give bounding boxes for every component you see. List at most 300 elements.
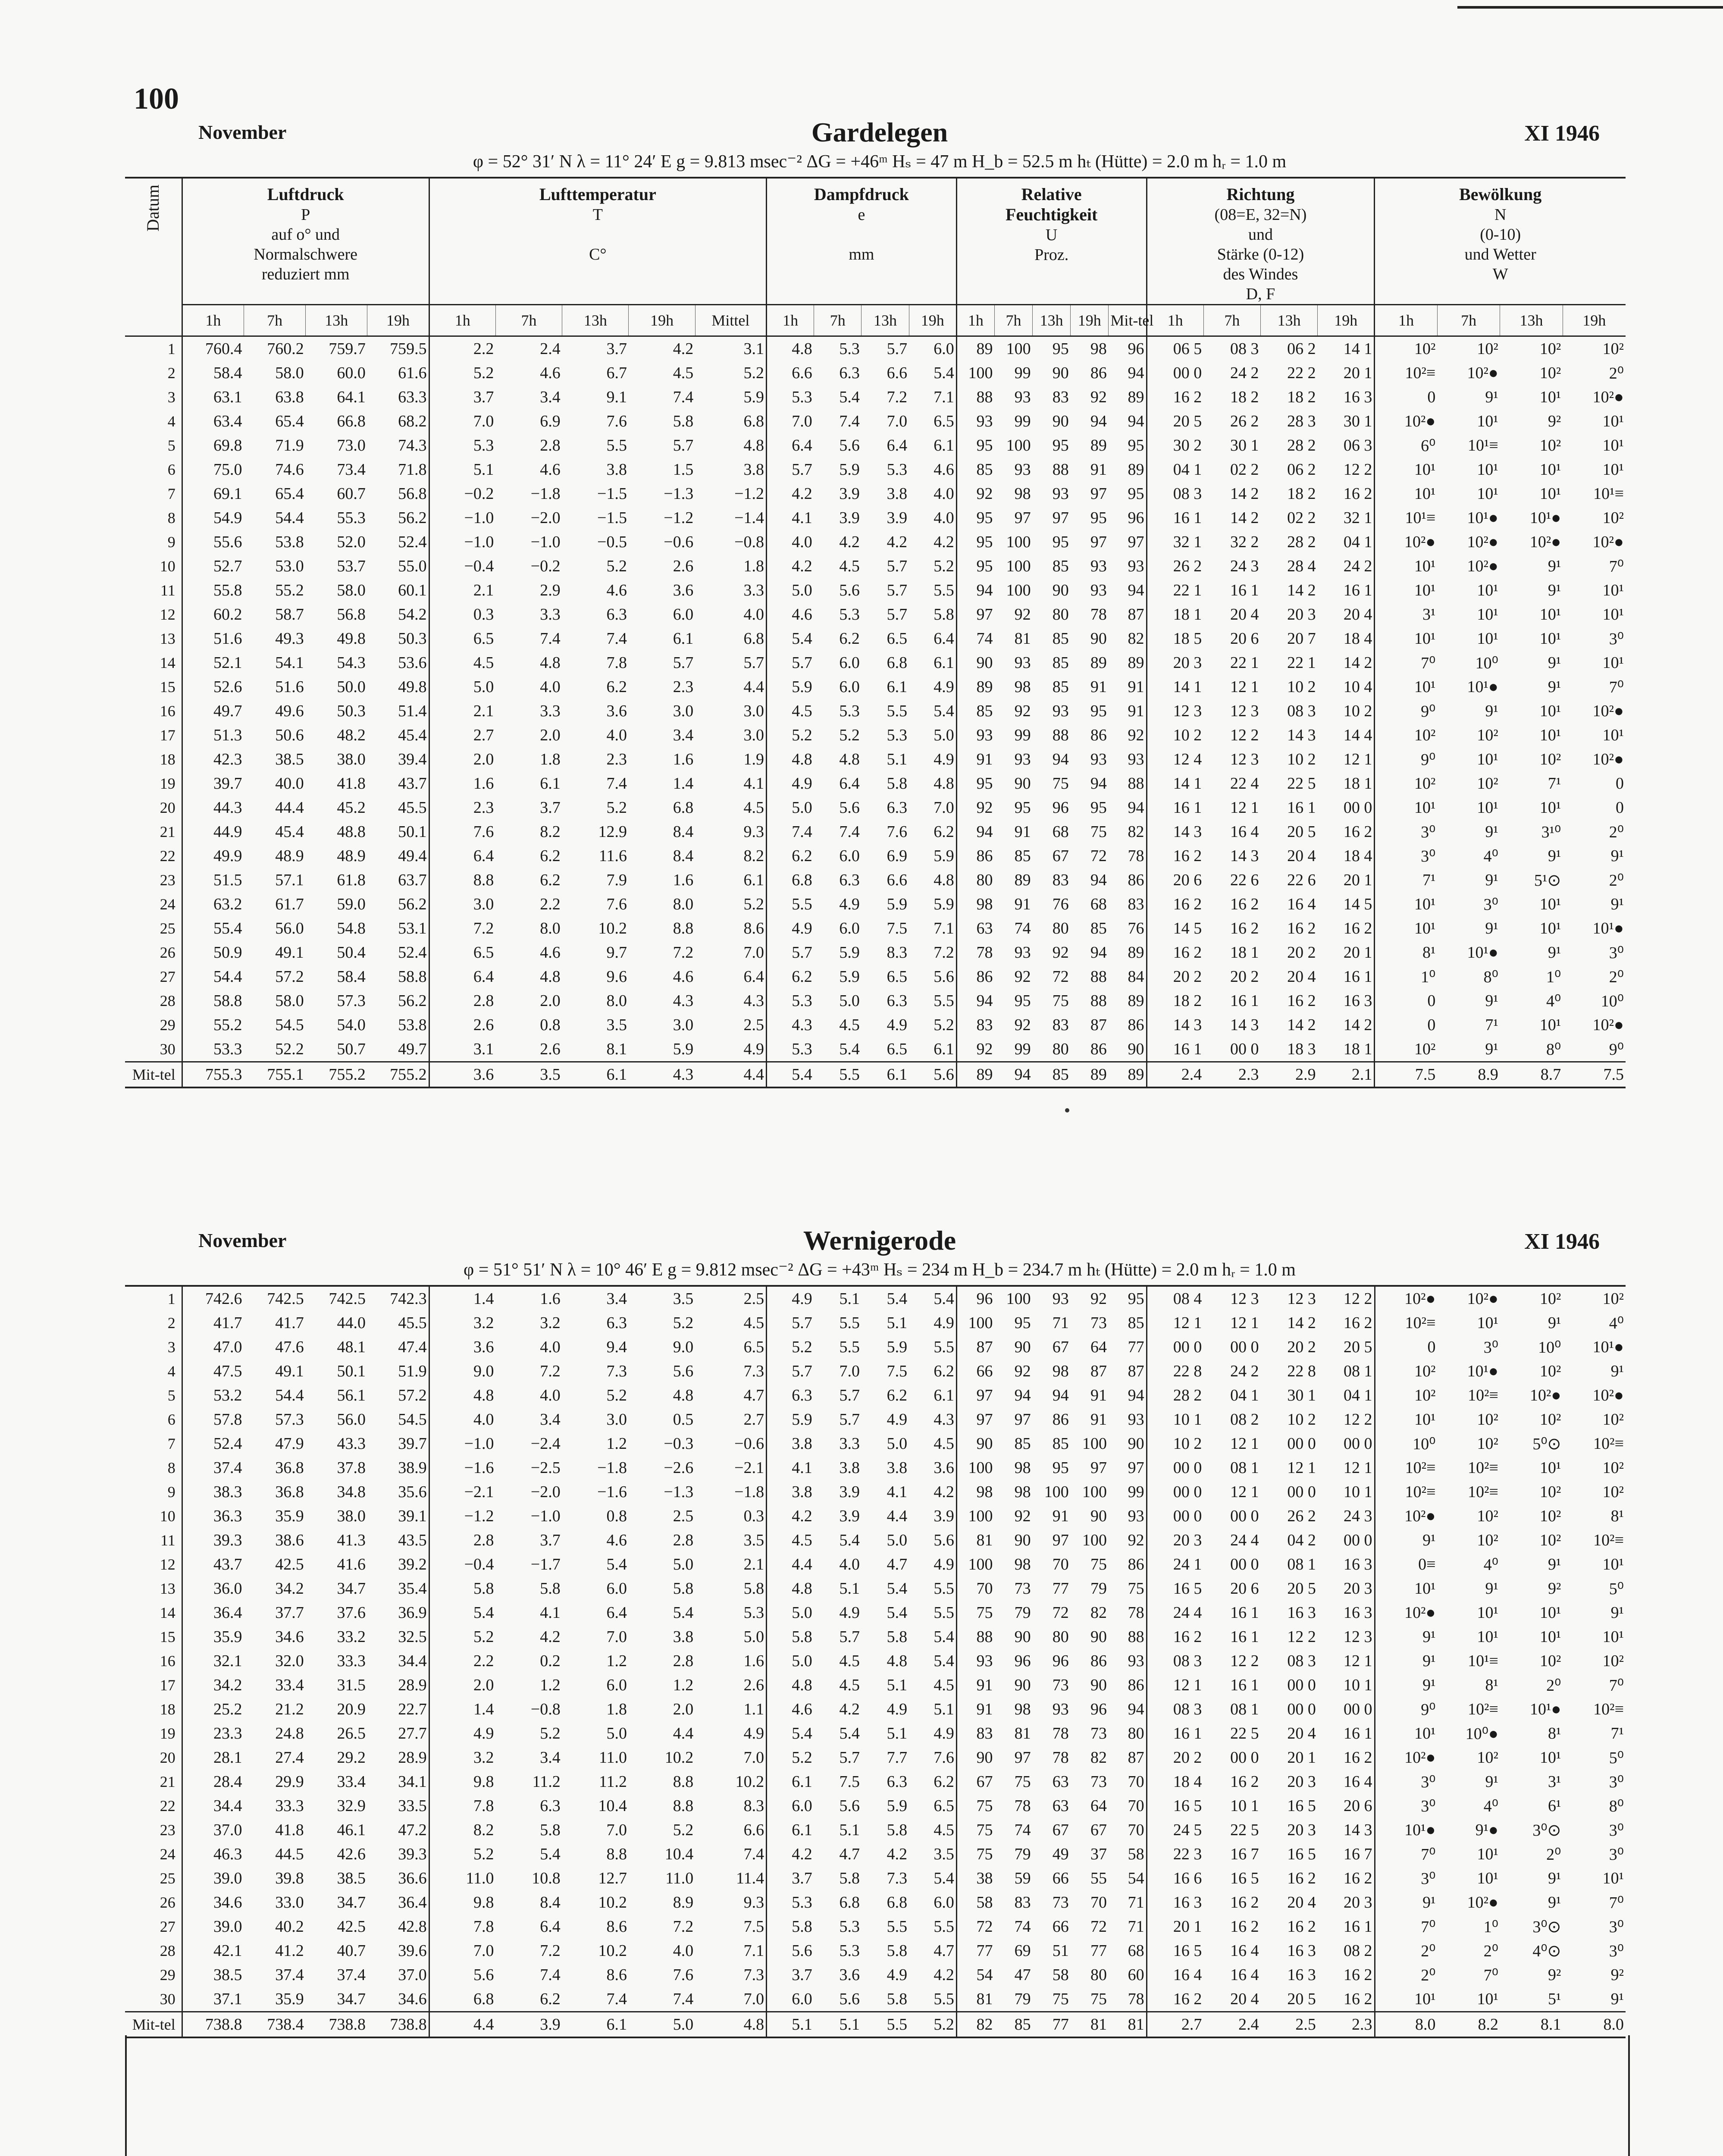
value-cell: 67 xyxy=(1052,1821,1069,1839)
value-cell: 9¹ xyxy=(1548,847,1561,865)
value-cell: 18 1 xyxy=(1343,774,1372,793)
value-cell: 6.1 xyxy=(540,774,561,793)
value-cell: 10 1 xyxy=(1344,1483,1372,1501)
value-cell: 95 xyxy=(1090,509,1107,527)
value-cell: 9² xyxy=(1548,412,1561,430)
value-cell: 10² xyxy=(1540,1483,1561,1501)
value-cell: 95 xyxy=(1014,1314,1031,1332)
value-cell: 1⁰ xyxy=(1546,968,1561,986)
value-cell: 20 1 xyxy=(1147,1915,1203,1939)
value-cell: 7.9 xyxy=(606,871,627,889)
value-cell: 49.8 xyxy=(337,630,366,648)
value-cell: 16 2 xyxy=(1147,385,1203,409)
table-row xyxy=(125,796,1626,820)
value-cell: 68 xyxy=(1128,1942,1144,1960)
value-cell: 81 xyxy=(1014,630,1031,648)
day-cell: 29 xyxy=(160,1966,175,1984)
mean-cell: 81 xyxy=(1109,2012,1147,2038)
value-cell: 56.0 xyxy=(275,919,304,937)
value-cell: 22 1 xyxy=(1287,654,1316,672)
value-cell: −2.0 xyxy=(530,1483,561,1501)
value-cell: 8¹ xyxy=(1610,1507,1624,1525)
value-cell: 34.8 xyxy=(337,1483,366,1501)
period-code: XI 1946 xyxy=(1524,121,1600,146)
value-cell: 94 xyxy=(1014,1386,1031,1404)
value-cell: 10¹ xyxy=(1375,916,1437,940)
value-cell: 78 xyxy=(1128,847,1144,865)
value-cell: 81 xyxy=(956,1528,994,1552)
value-cell: 0.3 xyxy=(429,602,495,627)
value-cell: 4.9 xyxy=(767,916,814,940)
value-cell: 7.6 xyxy=(673,1966,694,1984)
value-cell: 16 2 xyxy=(1230,919,1259,937)
value-cell: 6.2 xyxy=(934,1362,954,1380)
table-row xyxy=(125,1504,1626,1528)
mean-cell: 7.5 xyxy=(1375,1062,1437,1088)
value-cell: 86 xyxy=(1128,1016,1144,1034)
value-cell: 4⁰ xyxy=(1483,1797,1498,1815)
value-cell: 44.4 xyxy=(275,799,304,817)
value-cell: 5.0 xyxy=(606,1724,627,1742)
value-cell: 3¹ xyxy=(1548,1773,1561,1791)
value-cell: 16 2 xyxy=(1287,919,1316,937)
column-header: 7h xyxy=(994,305,1032,336)
value-cell: 56.1 xyxy=(337,1386,366,1404)
value-cell: 5.4 xyxy=(839,1040,860,1058)
value-cell: 28.9 xyxy=(398,1676,427,1694)
value-cell: 14 5 xyxy=(1343,895,1372,913)
value-cell: 6.1 xyxy=(934,1040,954,1058)
value-cell: 39.6 xyxy=(398,1942,427,1960)
value-cell: 100 xyxy=(956,1311,994,1335)
value-cell: 92 xyxy=(1014,968,1031,986)
value-cell: 55 xyxy=(1090,1869,1107,1887)
value-cell: 28 4 xyxy=(1287,557,1316,575)
column-header: 19h xyxy=(367,305,429,336)
value-cell: 5.4 xyxy=(934,1628,954,1646)
column-header: 1h xyxy=(767,305,814,336)
value-cell: 4.1 xyxy=(767,1456,814,1480)
value-cell: 7.2 xyxy=(540,1942,561,1960)
value-cell: 86 xyxy=(1090,1040,1107,1058)
value-cell: 2⁰ xyxy=(1375,1939,1437,1963)
value-cell: 57.3 xyxy=(275,1410,304,1429)
value-cell: 7.6 xyxy=(606,895,627,913)
value-cell: 10¹● xyxy=(1592,919,1624,937)
table-row xyxy=(125,1037,1626,1062)
value-cell: 5.8 xyxy=(743,1579,764,1598)
value-cell: 20 1 xyxy=(1343,943,1372,962)
value-cell: 5.6 xyxy=(429,1963,495,1987)
value-cell: 4.9 xyxy=(767,1286,814,1311)
value-cell: 75 xyxy=(956,1818,994,1842)
value-cell: 38.9 xyxy=(398,1459,427,1477)
value-cell: 51.5 xyxy=(182,868,244,892)
value-cell: 91 xyxy=(956,1697,994,1721)
value-cell: 5.0 xyxy=(934,726,954,744)
value-cell: 12 2 xyxy=(1230,1652,1259,1670)
value-cell: 5.5 xyxy=(934,1579,954,1598)
value-cell: 34.2 xyxy=(182,1673,244,1697)
value-cell: 34.6 xyxy=(398,1990,427,2008)
value-cell: 18 2 xyxy=(1230,388,1259,406)
value-cell: 22 6 xyxy=(1230,871,1259,889)
value-cell: 9¹ xyxy=(1485,1579,1498,1598)
value-cell: 21.2 xyxy=(275,1700,304,1718)
value-cell: 3.7 xyxy=(429,385,495,409)
value-cell: 2.0 xyxy=(540,992,561,1010)
value-cell: 1.2 xyxy=(606,1652,627,1670)
value-cell: 26 2 xyxy=(1230,412,1259,430)
value-cell: 10¹ xyxy=(1375,458,1437,482)
value-cell: 1.6 xyxy=(743,1652,764,1670)
value-cell: 0 xyxy=(1375,989,1437,1013)
value-cell: 78 xyxy=(1128,1990,1144,2008)
value-cell: 10²≡ xyxy=(1375,1311,1437,1335)
value-cell: 4.3 xyxy=(767,1013,814,1037)
value-cell: −1.5 xyxy=(597,485,627,503)
value-cell: 92 xyxy=(1014,1016,1031,1034)
value-cell: 5.9 xyxy=(934,895,954,913)
value-cell: 20 1 xyxy=(1343,364,1372,382)
value-cell: 68.2 xyxy=(398,412,427,430)
value-cell: 4.1 xyxy=(767,506,814,530)
value-cell: 9¹ xyxy=(1375,1528,1437,1552)
value-cell: 2.6 xyxy=(429,1013,495,1037)
value-cell: 32.5 xyxy=(398,1628,427,1646)
value-cell: 00 0 xyxy=(1230,1749,1259,1767)
value-cell: 1.6 xyxy=(429,771,495,796)
value-cell: 6.1 xyxy=(887,678,908,696)
value-cell: 52.2 xyxy=(275,1040,304,1058)
value-cell: 4.0 xyxy=(540,1386,561,1404)
value-cell: 63 xyxy=(1052,1797,1069,1815)
value-cell: 16 2 xyxy=(1147,1987,1203,2012)
value-cell: 00 0 xyxy=(1230,1338,1259,1356)
value-cell: 63.3 xyxy=(398,388,427,406)
value-cell: 8⁰ xyxy=(1546,1040,1561,1059)
value-cell: 10²≡ xyxy=(1593,1531,1624,1549)
value-cell: 71 xyxy=(1052,1314,1069,1332)
observation-table xyxy=(125,177,1626,1088)
value-cell: 22 6 xyxy=(1287,871,1316,889)
value-cell: 3.0 xyxy=(673,1016,694,1034)
value-cell: 80 xyxy=(1052,1628,1069,1646)
table-row xyxy=(125,385,1626,409)
value-cell: 12 1 xyxy=(1343,750,1372,768)
value-cell: 16 1 xyxy=(1230,1628,1259,1646)
value-cell: 14 2 xyxy=(1343,654,1372,672)
value-cell: 16 2 xyxy=(1230,895,1259,913)
value-cell: 32.0 xyxy=(275,1652,304,1670)
value-cell: 10¹ xyxy=(1375,675,1437,699)
value-cell: 4.9 xyxy=(934,750,954,768)
value-cell: 63.2 xyxy=(182,892,244,916)
value-cell: 43.7 xyxy=(398,774,427,793)
mean-cell: 89 xyxy=(1071,1062,1109,1088)
value-cell: 4.8 xyxy=(540,654,561,672)
value-cell: 10¹ xyxy=(1375,1721,1437,1745)
value-cell: 10¹ xyxy=(1375,892,1437,916)
value-cell: 42.1 xyxy=(182,1939,244,1963)
value-cell: 7.1 xyxy=(934,919,954,937)
value-cell: 9¹ xyxy=(1548,1893,1561,1912)
value-cell: 4.2 xyxy=(673,340,694,358)
value-cell: 93 xyxy=(1090,750,1107,768)
value-cell: 1.1 xyxy=(743,1700,764,1718)
value-cell: 742.6 xyxy=(182,1286,244,1311)
value-cell: 5.0 xyxy=(767,796,814,820)
day-cell: 6 xyxy=(167,1411,175,1428)
value-cell: 10¹ xyxy=(1477,1869,1498,1887)
value-cell: 20 3 xyxy=(1287,1821,1316,1839)
value-cell: 10² xyxy=(1477,1749,1498,1767)
value-cell: 90 xyxy=(1014,1628,1031,1646)
value-cell: 96 xyxy=(1052,1652,1069,1670)
value-cell: 72 xyxy=(1090,847,1107,865)
value-cell: 67 xyxy=(1052,1338,1069,1356)
value-cell: 10¹ xyxy=(1602,1555,1624,1573)
value-cell: 5.5 xyxy=(934,1604,954,1622)
value-cell: 4.0 xyxy=(934,509,954,527)
value-cell: 00 0 xyxy=(1230,1507,1259,1525)
day-cell: 14 xyxy=(160,654,175,671)
value-cell: 1.6 xyxy=(673,750,694,768)
value-cell: 10¹ xyxy=(1477,581,1498,599)
value-cell: 45.2 xyxy=(337,799,366,817)
value-cell: 10¹ xyxy=(1539,630,1561,648)
value-cell: 7.3 xyxy=(606,1362,627,1380)
value-cell: 78 xyxy=(1128,1604,1144,1622)
value-cell: 20 4 xyxy=(1287,1724,1316,1742)
value-cell: 4.2 xyxy=(767,554,814,578)
value-cell: 4.3 xyxy=(673,992,694,1010)
value-cell: 88 xyxy=(1128,774,1144,793)
value-cell: 9.3 xyxy=(743,823,764,841)
value-cell: 9¹ xyxy=(1485,1773,1498,1791)
value-cell: 10⁰ xyxy=(1538,1338,1561,1357)
value-cell: 4.2 xyxy=(839,533,860,551)
value-cell: 3.6 xyxy=(839,1966,860,1984)
value-cell: 18 1 xyxy=(1147,602,1203,627)
value-cell: 16 1 xyxy=(1147,1037,1203,1062)
value-cell: 77 xyxy=(1052,1579,1069,1598)
value-cell: 87 xyxy=(1090,1362,1107,1380)
value-cell: 89 xyxy=(1090,436,1107,454)
value-cell: 85 xyxy=(1014,1435,1031,1453)
value-cell: 47.0 xyxy=(182,1335,244,1359)
mean-cell: 82 xyxy=(956,2012,994,2038)
table-row xyxy=(125,1915,1626,1939)
value-cell: 2.1 xyxy=(743,1555,764,1573)
value-cell: 5.5 xyxy=(934,581,954,599)
value-cell: 10¹ xyxy=(1477,799,1498,817)
value-cell: 100 xyxy=(1082,1531,1107,1549)
value-cell: 92 xyxy=(1090,388,1107,406)
value-cell: 10²● xyxy=(1467,533,1498,551)
value-cell: 2.0 xyxy=(429,1673,495,1697)
value-cell: 2.0 xyxy=(429,747,495,771)
value-cell: 10¹● xyxy=(1467,678,1498,696)
value-cell: 37.7 xyxy=(275,1604,304,1622)
value-cell: 10² xyxy=(1602,1410,1624,1429)
value-cell: 89 xyxy=(1128,992,1144,1010)
value-cell: 8⁰ xyxy=(1483,968,1498,986)
value-cell: 22 5 xyxy=(1230,1821,1259,1839)
page-number: 100 xyxy=(134,82,179,116)
value-cell: 0.5 xyxy=(673,1410,694,1429)
value-cell: 90 xyxy=(1014,774,1031,793)
value-cell: 88 xyxy=(956,1625,994,1649)
value-cell: 23.3 xyxy=(182,1721,244,1745)
value-cell: 16 2 xyxy=(1147,1625,1203,1649)
value-cell: 85 xyxy=(1014,847,1031,865)
value-cell: 53.8 xyxy=(275,533,304,551)
value-cell: 85 xyxy=(1052,1435,1069,1453)
value-cell: 57.3 xyxy=(337,992,366,1010)
value-cell: 00 0 xyxy=(1147,1480,1203,1504)
value-cell: 5⁰ xyxy=(1609,1579,1624,1598)
right-margin-rule xyxy=(1628,2035,1630,2156)
value-cell: 57.2 xyxy=(398,1386,427,1404)
day-cell: 22 xyxy=(160,847,175,865)
value-cell: −2.5 xyxy=(530,1459,561,1477)
value-cell: 16 5 xyxy=(1230,1869,1259,1887)
day-cell: 21 xyxy=(160,1773,175,1790)
column-header: 19h xyxy=(1563,305,1626,336)
value-cell: 37.1 xyxy=(182,1987,244,2012)
value-cell: 16 2 xyxy=(1344,1869,1372,1887)
value-cell: 4.5 xyxy=(429,651,495,675)
value-cell: −1.7 xyxy=(530,1555,561,1573)
value-cell: 75 xyxy=(1090,1555,1107,1573)
value-cell: 6.0 xyxy=(839,919,860,937)
value-cell: 10²≡ xyxy=(1468,1483,1498,1501)
value-cell: 79 xyxy=(1090,1579,1107,1598)
value-cell: 96 xyxy=(1014,1652,1031,1670)
value-cell: 4.8 xyxy=(767,747,814,771)
value-cell: 95 xyxy=(1052,533,1069,551)
value-cell: 5.9 xyxy=(839,968,860,986)
value-cell: 9¹ xyxy=(1375,1625,1437,1649)
value-cell: 34.7 xyxy=(337,1893,366,1912)
value-cell: 7.4 xyxy=(540,630,561,648)
value-cell: 74 xyxy=(1014,1918,1031,1936)
value-cell: 2.5 xyxy=(743,1016,764,1034)
table-row xyxy=(125,916,1626,940)
value-cell: 10²≡ xyxy=(1468,1459,1498,1477)
value-cell: 20 3 xyxy=(1147,651,1203,675)
value-cell: 8.1 xyxy=(606,1040,627,1058)
value-cell: 7.8 xyxy=(429,1915,495,1939)
value-cell: 5.7 xyxy=(839,1410,860,1429)
value-cell: −1.0 xyxy=(429,1432,495,1456)
value-cell: 73.4 xyxy=(337,461,366,479)
value-cell: 39.4 xyxy=(398,750,427,768)
value-cell: 00 0 xyxy=(1287,1483,1316,1501)
value-cell: 3.7 xyxy=(540,1531,561,1549)
value-cell: 9¹ xyxy=(1375,1649,1437,1673)
value-cell: 5.3 xyxy=(767,1037,814,1062)
value-cell: 10¹● xyxy=(1467,943,1498,962)
value-cell: 40.2 xyxy=(275,1918,304,1936)
value-cell: 3.7 xyxy=(767,1866,814,1890)
value-cell: 46.1 xyxy=(337,1821,366,1839)
value-cell: 2.8 xyxy=(673,1652,694,1670)
value-cell: 39.0 xyxy=(182,1915,244,1939)
value-cell: 37.0 xyxy=(398,1966,427,1984)
day-cell: 6 xyxy=(167,461,175,478)
value-cell: 16 2 xyxy=(1344,1749,1372,1767)
value-cell: 5.7 xyxy=(839,1628,860,1646)
value-cell: 35.9 xyxy=(275,1507,304,1525)
value-cell: 5.4 xyxy=(934,364,954,382)
value-cell: 7¹ xyxy=(1610,1724,1624,1742)
day-cell: 25 xyxy=(160,1870,175,1887)
value-cell: 10¹ xyxy=(1477,630,1498,648)
value-cell: 5.6 xyxy=(839,1797,860,1815)
value-cell: 99 xyxy=(1014,364,1031,382)
value-cell: 5.8 xyxy=(839,1869,860,1887)
value-cell: 85 xyxy=(1090,919,1107,937)
day-cell: 2 xyxy=(167,364,175,382)
value-cell: 6.2 xyxy=(540,871,561,889)
value-cell: 04 1 xyxy=(1344,1386,1372,1404)
value-cell: 5.9 xyxy=(887,1338,908,1356)
value-cell: 10⁰ xyxy=(1601,992,1624,1010)
value-cell: 8.8 xyxy=(673,919,694,937)
value-cell: 7.1 xyxy=(934,388,954,406)
value-cell: 10¹ xyxy=(1477,1314,1498,1332)
value-cell: 3.0 xyxy=(429,892,495,916)
value-cell: 10¹≡ xyxy=(1468,1652,1498,1670)
value-cell: 4.0 xyxy=(540,678,561,696)
value-cell: 20 2 xyxy=(1287,1338,1316,1356)
value-cell: 9.6 xyxy=(606,968,627,986)
value-cell: 0 xyxy=(1375,1013,1437,1037)
value-cell: 97 xyxy=(1090,1459,1107,1477)
value-cell: 9² xyxy=(1610,1966,1624,1984)
value-cell: 70 xyxy=(1128,1797,1144,1815)
value-cell: 12 2 xyxy=(1230,726,1259,744)
value-cell: 99 xyxy=(1014,726,1031,744)
value-cell: 5.5 xyxy=(767,892,814,916)
value-cell: 43.3 xyxy=(337,1435,366,1453)
station-parameters: φ = 51° 51′ N λ = 10° 46′ E g = 9.812 msec⁻² ΔG = +43ᵐ Hₛ = 234 m H_b = 234.7 m hₜ (Hütte) = 2.0 m hᵣ = 1.0 m xyxy=(464,1260,1296,1280)
value-cell: 10 2 xyxy=(1147,1432,1203,1456)
value-cell: 49.3 xyxy=(275,630,304,648)
value-cell: 6.8 xyxy=(767,868,814,892)
value-cell: 9.7 xyxy=(606,943,627,962)
day-cell: 5 xyxy=(167,1387,175,1404)
mean-cell: 8.0 xyxy=(1375,2012,1437,2038)
value-cell: 3.7 xyxy=(540,799,561,817)
value-cell: 10² xyxy=(1540,1531,1561,1549)
day-cell: 7 xyxy=(167,485,175,502)
value-cell: 08 2 xyxy=(1344,1942,1372,1960)
value-cell: 51.4 xyxy=(398,702,427,720)
value-cell: 5.7 xyxy=(743,654,764,672)
value-cell: 41.6 xyxy=(337,1555,366,1573)
value-cell: 86 xyxy=(1128,871,1144,889)
value-cell: 5.9 xyxy=(673,1040,694,1058)
column-header: 13h xyxy=(562,305,629,336)
value-cell: 08 4 xyxy=(1147,1286,1203,1311)
table-row xyxy=(125,1625,1626,1649)
value-cell: 5.5 xyxy=(934,1990,954,2008)
value-cell: 2⁰ xyxy=(1609,871,1624,890)
value-cell: 8¹ xyxy=(1485,1676,1498,1694)
